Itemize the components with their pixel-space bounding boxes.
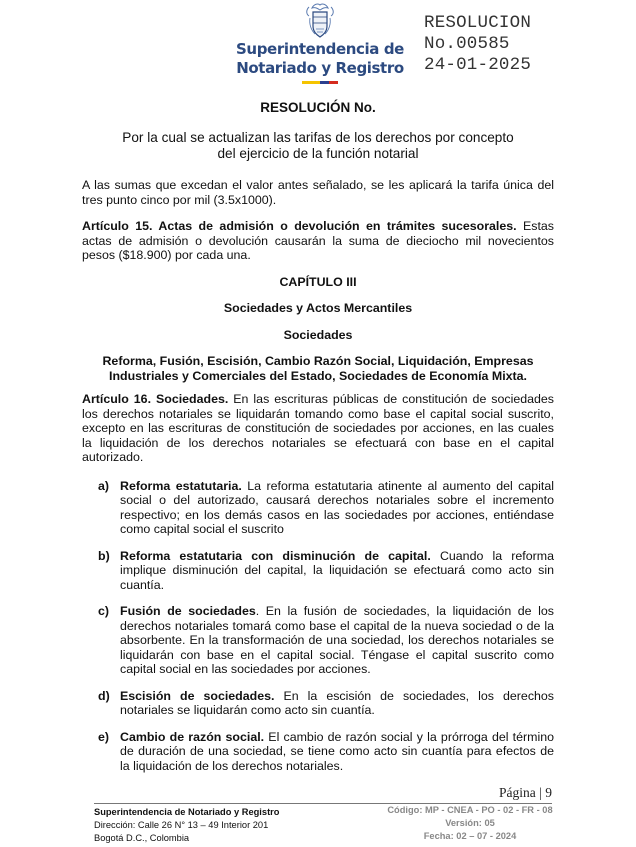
item-heading: Reforma estatutaria. — [120, 478, 242, 493]
footer-org-name: Superintendencia de Notariado y Registro — [94, 807, 280, 817]
item-heading: Escisión de sociedades. — [120, 688, 275, 703]
item-body: El cambio de razón social y la prórroga del término de duración de una sociedad, se tiene como acto sin cuantía para efectos de la liquidación de los derechos notariales. — [120, 729, 554, 773]
brand-name — [236, 40, 404, 78]
item-heading: Reforma estatutaria con disminución de capital. — [120, 548, 431, 563]
item-marker: b) — [98, 548, 110, 563]
article-16 — [82, 392, 554, 465]
item-heading: Cambio de razón social. — [120, 729, 265, 744]
footer-address: Dirección: Calle 26 N° 13 – 49 Interior 201 — [94, 820, 269, 830]
item-body: . En la fusión de sociedades, la liquidación de los derechos notariales tomará como base el capital de la nueva sociedad o de la absorbente. En la transformación de una sociedad, los derechos notariales se liquidarán con base en el capital social. Téngase el capital suscrito como capital social en las sociedades por acciones. — [120, 604, 554, 676]
flag-yellow — [302, 81, 320, 84]
stamp-line-3: 24-01-2025 — [424, 55, 532, 75]
item-body: En la escisión de sociedades, los derechos notariales se liquidarán como acto sin cuantía. — [120, 688, 554, 717]
item-marker: d) — [98, 688, 110, 703]
page-header — [0, 0, 636, 96]
item-marker: e) — [98, 729, 110, 744]
document-title: RESOLUCIÓN No. — [260, 100, 376, 115]
flag-bar — [302, 81, 338, 84]
footer-code: Código: MP - CNEA - PO - 02 - FR - 08 — [387, 805, 553, 815]
article-16-heading: Artículo 16. Sociedades. — [82, 392, 229, 406]
section-heading: Sociedades y Actos Mercantiles — [223, 301, 413, 315]
document-subtitle — [82, 130, 554, 162]
footer-city: Bogotá D.C., Colombia — [94, 833, 190, 843]
item-marker: c) — [98, 604, 110, 618]
list-item-d — [82, 689, 554, 718]
item-heading: Fusión de sociedades — [120, 604, 256, 618]
chapter-heading: CAPÍTULO III — [279, 274, 357, 289]
article-15 — [82, 219, 554, 263]
intro-paragraph: A las sumas que excedan el valor antes señalado, se les aplicará la tarifa única del tres punto cinco por mil (3.5x1000). — [82, 178, 554, 207]
footer-address-block — [94, 806, 344, 845]
article-16-body: En las escrituras públicas de constitución de sociedades los derechos notariales se liquidarán tomando como base el capital social suscrito, excepto en las escrituras de constitución de sociedades por acciones, en las cuales la liquidación de los derechos notariales se efectuará con base en el capital autorizado. — [82, 392, 554, 464]
footer-version: Versión: 05 — [445, 818, 495, 828]
subtitle-line-2: del ejercicio de la función notarial — [217, 146, 419, 161]
footer-document-control — [370, 804, 570, 843]
item-marker: a) — [98, 478, 110, 493]
document-body — [82, 96, 554, 773]
page-footer — [0, 785, 636, 847]
article-15-heading: Artículo 15. Actas de admisión o devolución en trámites sucesorales. — [82, 219, 517, 233]
page-number: Página | 9 — [499, 785, 552, 800]
article-15-body: Estas actas de admisión o devolución causarán la suma de dieciocho mil novecientos pesos ($18.900) por cada una. — [82, 219, 554, 262]
footer-date: Fecha: 02 – 07 - 2024 — [423, 831, 517, 841]
item-body: La reforma estatutaria atinente al aumento del capital social o del autorizado, causará derechos notariales sobre el incremento respectivo; en los demás casos en las sociedades por acciones, entiéndase como capital social el suscrito — [120, 478, 554, 536]
colombia-coat-of-arms-icon — [303, 2, 337, 40]
topic-line-2: Industriales y Comerciales del Estado, Sociedades de Economía Mixta. — [109, 368, 527, 383]
flag-blue — [320, 81, 329, 84]
header-logo — [236, 2, 404, 84]
flag-red — [329, 81, 338, 84]
item-body: Cuando la reforma implique disminución del capital, la liquidación se efectuará como acto sin cuantía. — [120, 548, 554, 592]
list-item-b — [82, 549, 554, 593]
brand-line-1: Superintendencia de — [236, 40, 404, 58]
article-16-items — [82, 479, 554, 774]
subsection-heading: Sociedades — [283, 327, 353, 342]
brand-line-2: Notariado y Registro — [236, 59, 404, 77]
subtitle-line-1: Por la cual se actualizan las tarifas de los derechos por concepto — [122, 130, 514, 145]
list-item-e — [82, 730, 554, 774]
list-item-c — [82, 604, 554, 677]
topic-heading — [82, 354, 554, 383]
stamp-line-1: RESOLUCION — [424, 13, 532, 33]
stamp-line-2: No.00585 — [424, 34, 510, 54]
list-item-a — [82, 479, 554, 537]
topic-line-1: Reforma, Fusión, Escisión, Cambio Razón Social, Liquidación, Empresas — [102, 354, 534, 368]
resolution-stamp — [424, 13, 531, 76]
